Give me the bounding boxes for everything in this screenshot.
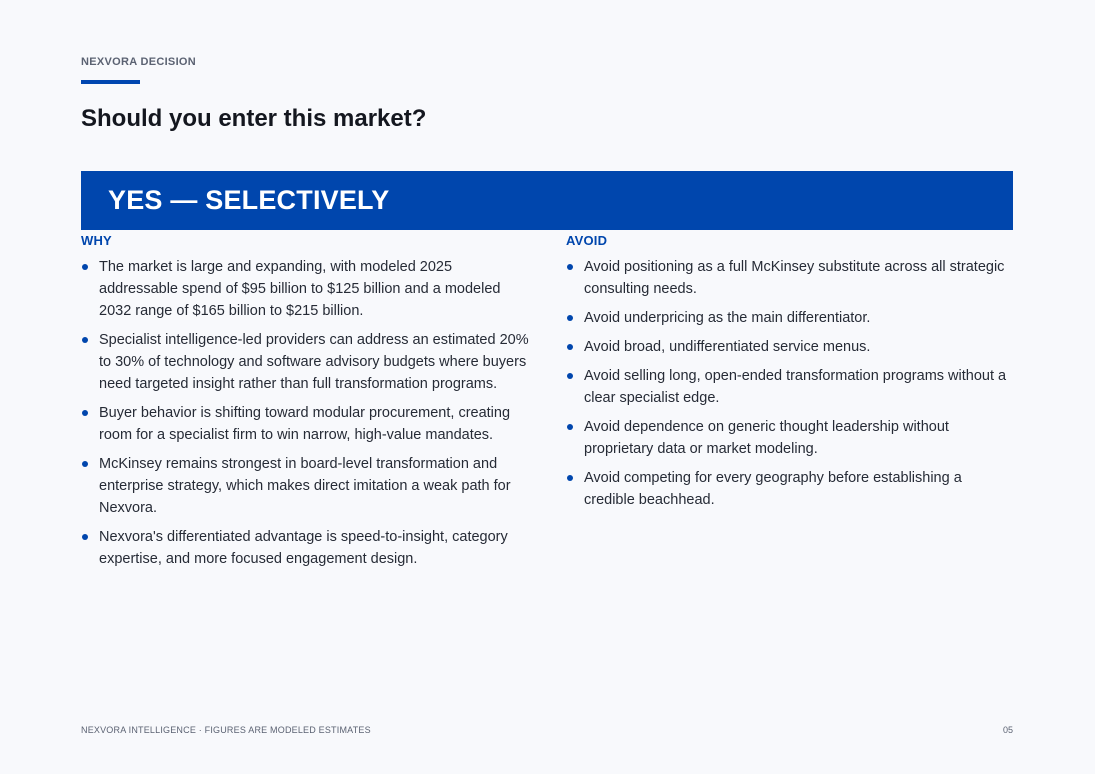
list-item [81,329,531,395]
list-item [566,416,1016,460]
list-item [566,256,1016,300]
bullet-icon [82,410,88,416]
decision-banner-text: YES — SELECTIVELY [108,185,390,215]
list-item-text: Specialist intelligence-led providers can address an estimated 20% to 30% of technology and software advisory budgets where buyers need targeted insight rather than full transformation programs. [99,332,529,392]
list-item-text: McKinsey remains strongest in board-level transformation and enterprise strategy, which makes direct imitation a weak path for Nexvora. [99,456,511,516]
list-item [81,402,531,446]
list-item-text: Nexvora's differentiated advantage is speed-to-insight, category expertise, and more focused engagement design. [99,529,508,567]
list-item-text: Avoid underpricing as the main differentiator. [584,310,871,326]
section-eyebrow: NEXVORA DECISION [81,56,197,68]
list-item-text: Avoid competing for every geography before establishing a credible beachhead. [584,470,962,508]
bullet-icon [82,534,88,540]
bullet-icon [567,373,573,379]
why-heading: WHY [81,233,112,248]
avoid-heading: AVOID [566,233,608,248]
bullet-icon [82,461,88,467]
footer-source-note: NEXVORA INTELLIGENCE · FIGURES ARE MODELED ESTIMATES [81,725,371,735]
list-item [566,307,1016,329]
list-item [566,336,1016,358]
list-item [81,256,531,322]
bullet-icon [567,424,573,430]
why-column [81,233,531,577]
list-item-text: Buyer behavior is shifting toward modular procurement, creating room for a specialist firm to win narrow, high-value mandates. [99,405,511,443]
why-list [81,256,531,570]
bullet-icon [567,315,573,321]
bullet-icon [567,264,573,270]
bullet-icon [82,264,88,270]
list-item-text: Avoid positioning as a full McKinsey substitute across all strategic consulting needs. [584,259,1005,297]
list-item [81,453,531,519]
list-item [81,526,531,570]
page-number: 05 [1002,725,1013,735]
list-item [566,467,1016,511]
bullet-icon [567,344,573,350]
list-item-text: Avoid broad, undifferentiated service menus. [584,339,871,355]
decision-banner [81,171,1013,230]
list-item-text: The market is large and expanding, with modeled 2025 addressable spend of $95 billion to $125 billion and a modeled 2032 range of $165 billion to $215 billion. [99,259,501,319]
list-item-text: Avoid selling long, open-ended transformation programs without a clear specialist edge. [584,368,1007,406]
bullet-icon [567,475,573,481]
list-item-text: Avoid dependence on generic thought leadership without proprietary data or market modeling. [584,419,949,457]
bullet-icon [82,337,88,343]
avoid-column [566,233,1016,518]
avoid-list [566,256,1016,511]
accent-rule [81,80,140,84]
list-item [566,365,1016,409]
page-title: Should you enter this market? [81,105,427,132]
